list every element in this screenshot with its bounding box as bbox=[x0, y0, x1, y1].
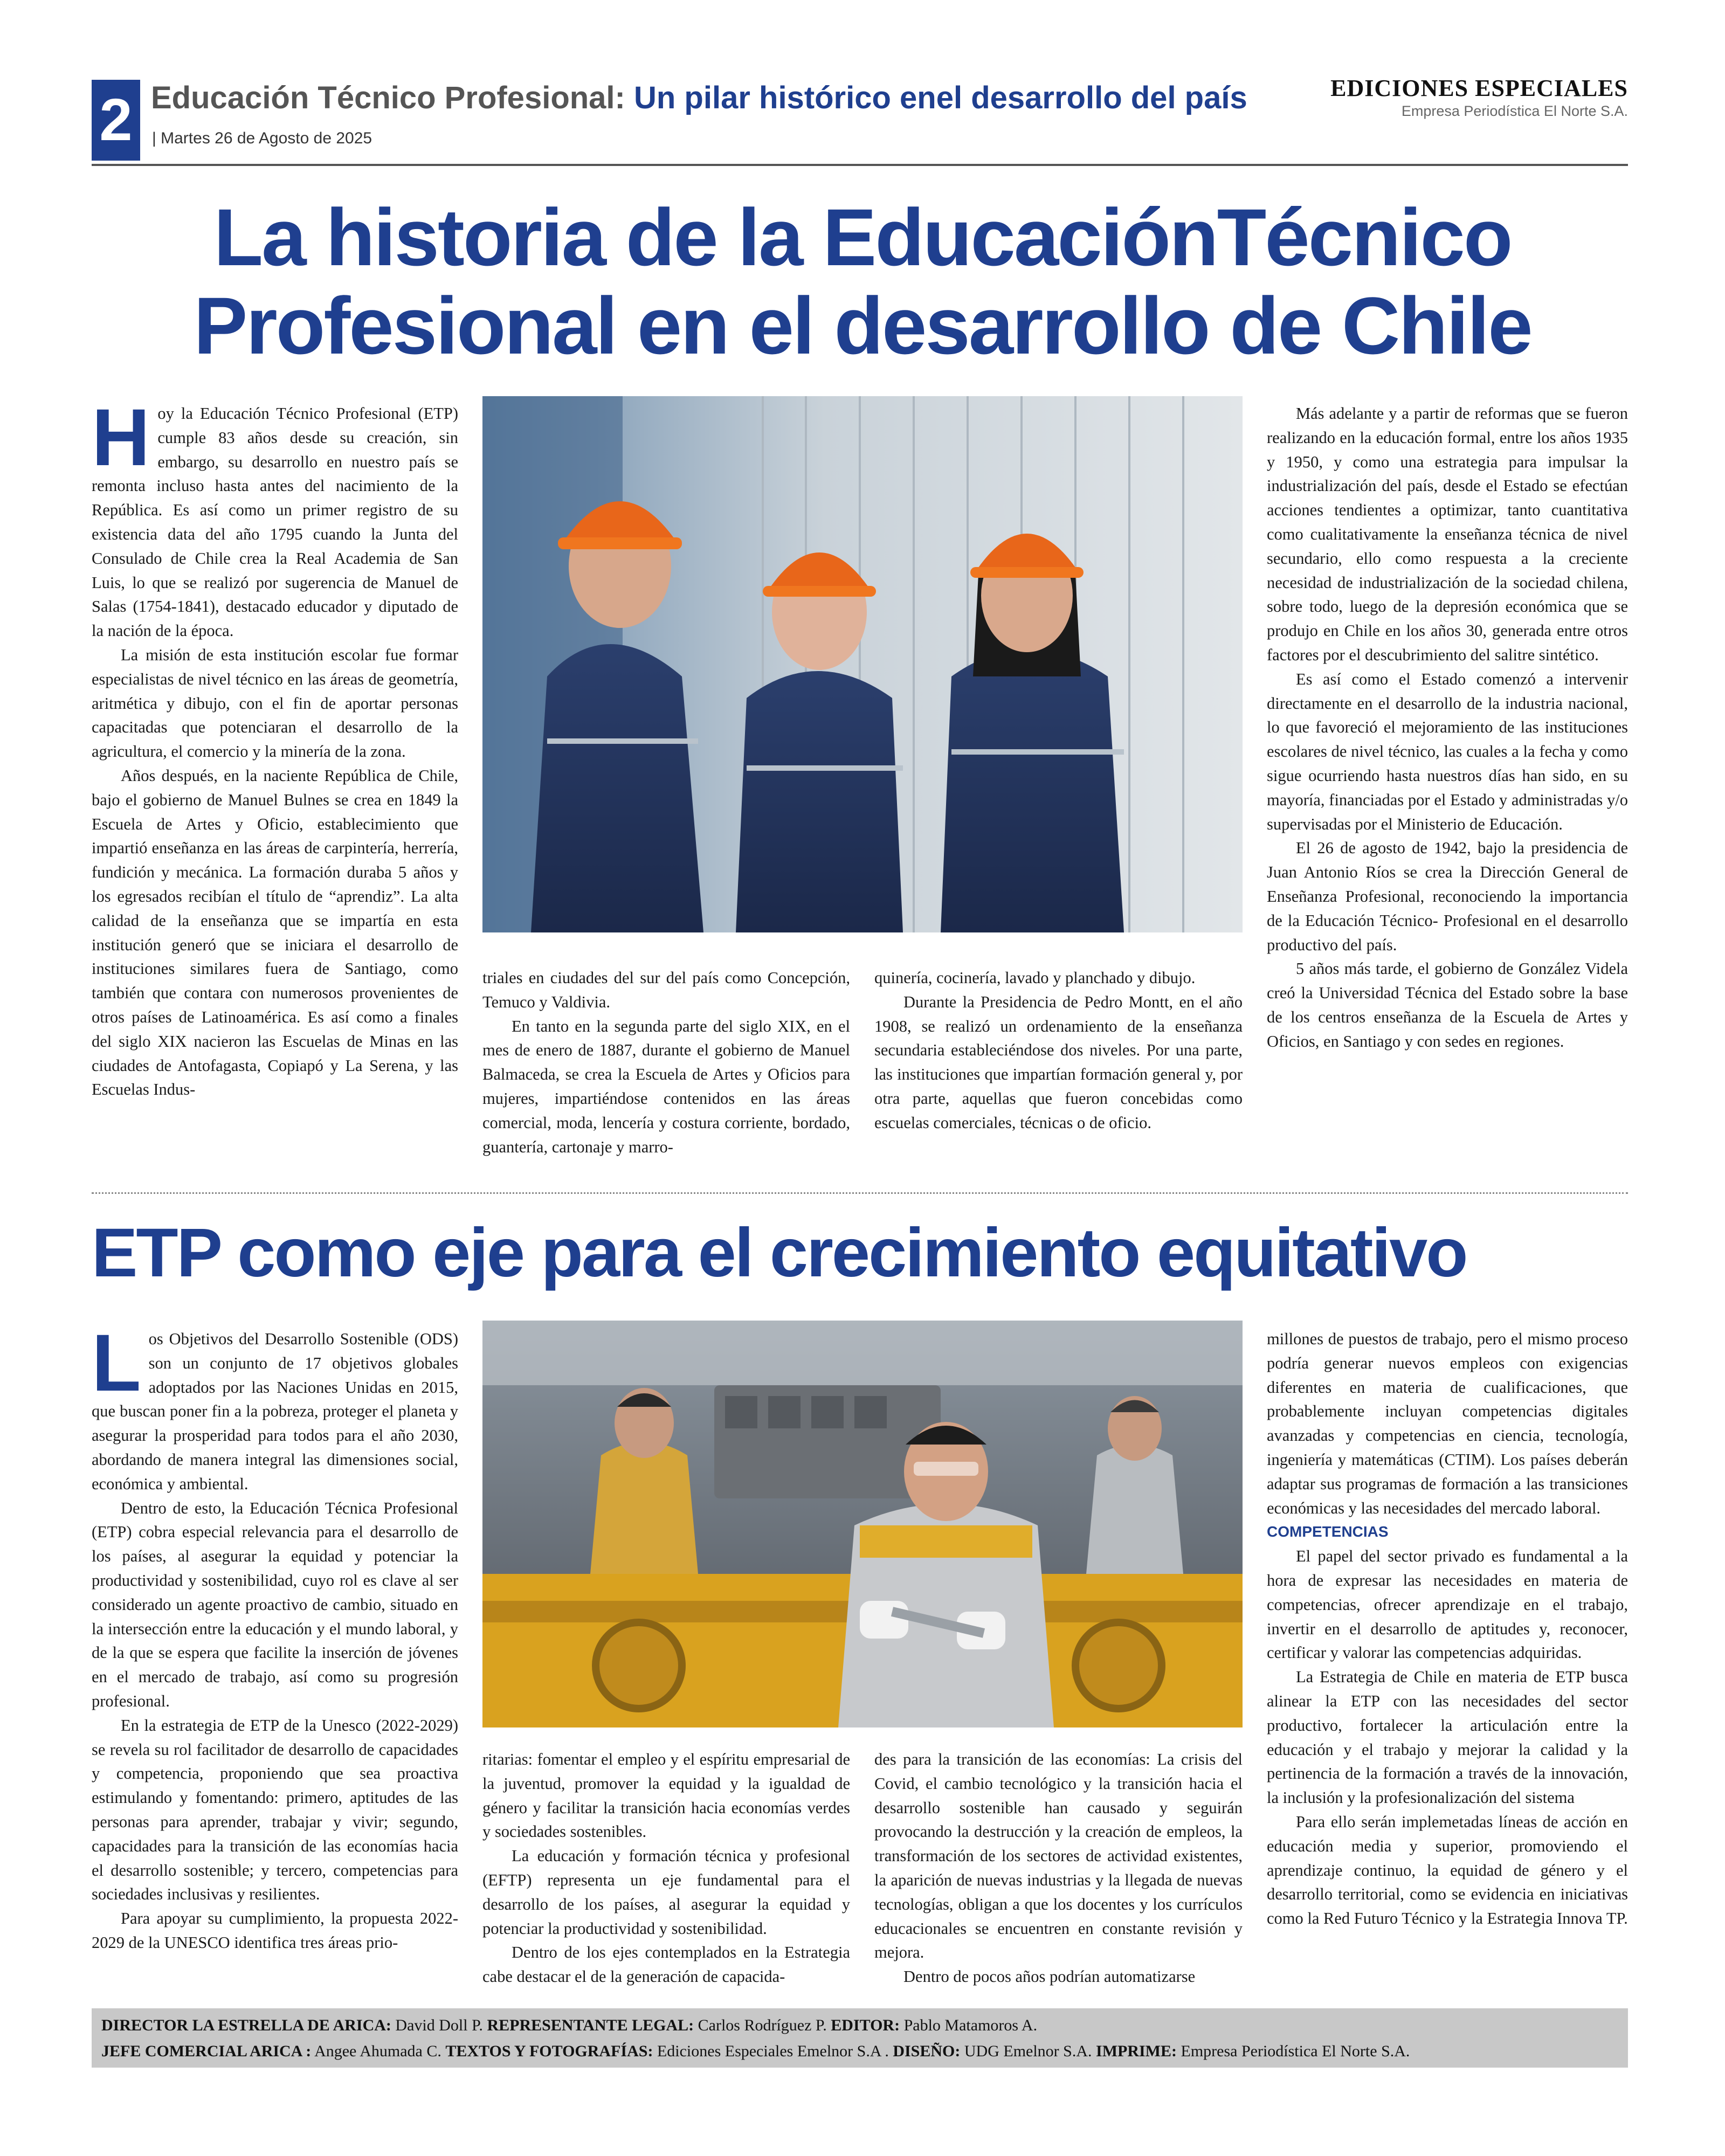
paragraph: Es así como el Estado comenzó a intervenir directamente en el desarrollo de la industria nacional, lo que favoreció el mejoramiento de las instituciones escolares de nivel técnico, las cuales a la fecha y como sigue ocurriendo hasta nuestros días han sido, en su mayoría, financiadas por el Estado y administradas y/o supervisadas por el Ministerio de Educación. bbox=[1267, 669, 1628, 833]
paragraph: La educación y formación técnica y profesional (EFTP) representa un eje fundamental para el desarrollo de los países, al asegurar la equidad y potenciar la productividad y sostenibilidad. bbox=[482, 1847, 850, 1938]
paragraph: Durante la Presidencia de Pedro Montt, en el año 1908, se realizó un ordenamiento de la enseñanza secundaria estableciéndose dos niveles. Por una parte, las instituciones que impartían formación general y, por otra parte, aquellas que fueron concebidas como escuelas comerciales, técnicas o de oficio. bbox=[874, 992, 1243, 1132]
paragraph: oy la Educación Técnico Profesional (ETP) cumple 83 años desde su creación, sin embargo, su desarrollo en nuestro país se remonta incluso hasta antes del nacimiento de la República. Es así como un primer registro de su existencia data del año 1795 cuando la Junta del Consulado de Chile crea la Real Academia de San Luis, lo que se realizó por sugerencia de Manuel de Salas (1754-1841), destacado educador y diputado de la nación de la época. bbox=[92, 404, 458, 640]
article2-headline: ETP como eje para el crecimiento equitativo bbox=[92, 1214, 1467, 1291]
credit-value: Ediciones Especiales Emelnor S.A . bbox=[657, 2042, 889, 2060]
credit-value: UDG Emelnor S.A. bbox=[964, 2042, 1092, 2060]
credit-label: TEXTOS Y FOTOGRAFÍAS: bbox=[445, 2042, 653, 2060]
paragraph: La misión de esta institución escolar fue formar especialistas de nivel técnico en las áreas de geometría, aritmética y dibujo, con el fin de aportar personas capacitadas que potenciaran el desarrollo de la agricultura, el comercio y la minería de la zona. bbox=[92, 645, 458, 761]
paragraph: Más adelante y a partir de reformas que se fueron realizando en la educación formal, entre los años 1935 y 1950, y como una estrategia para impulsar la industrialización del país, desde el Estado se efectúan acciones tendientes a optimizar, tanto cuantitativa como cualitativamente la enseñanza técnica de nivel secundario, ello como respuesta a la creciente necesidad de industrialización de la sociedad chilena, sobre todo, luego de la depresión económica que se produjo en Chile en los años 30, generada entre otros factores por el descubrimiento del salitre sintético. bbox=[1267, 404, 1628, 664]
credit-value: Angee Ahumada C. bbox=[314, 2042, 441, 2060]
paragraph: Para apoyar su cumplimiento, la propuesta 2022-2029 de la UNESCO identifica tres áreas prio- bbox=[92, 1909, 458, 1952]
credit-value: Pablo Matamoros A. bbox=[903, 2016, 1038, 2034]
article2-column-1 bbox=[92, 1317, 458, 1955]
section-title: Un pilar histórico enel desarrollo del país bbox=[633, 80, 1247, 115]
paragraph: quinería, cocinería, lavado y planchado y dibujo. bbox=[874, 969, 1196, 987]
publisher-name: Empresa Periodística El Norte S.A. bbox=[1401, 103, 1628, 119]
paragraph: El 26 de agosto de 1942, bajo la presidencia de Juan Antonio Ríos se crea la Dirección General de Enseñanza Profesional, reconociendo la importancia de la Educación Técnico- Profesional en el desarrollo productivo del país. bbox=[1267, 839, 1628, 954]
paragraph: Dentro de los ejes contemplados en la Estrategia cabe destacar el de la generación de capacida- bbox=[482, 1943, 850, 1986]
paragraph: os Objetivos del Desarrollo Sostenible (ODS) son un conjunto de 17 objetivos globales adoptados por las Naciones Unidas en 2015, que buscan poner fin a la pobreza, proteger el planeta y asegurar la prosperidad para todos para el año 2030, abordando de manera integral las dimensiones social, económica y ambiental. bbox=[92, 1330, 458, 1493]
credit-label: JEFE COMERCIAL ARICA : bbox=[101, 2042, 312, 2060]
credit-label: IMPRIME: bbox=[1096, 2042, 1177, 2060]
article1-headline-line1: La historia de la EducaciónTécnico bbox=[213, 192, 1512, 282]
article1-headline-line2: Profesional en el desarrollo de Chile bbox=[194, 280, 1531, 371]
paragraph: Dentro de pocos años podrían automatizarse bbox=[903, 1967, 1196, 1986]
paragraph: El papel del sector privado es fundamental a la hora de expresar las necesidades en materia de competencias, ofrecer aprendizaje en el trabajo, invertir en el desarrollo de aptitudes y, reconocer, certificar y valorar las competencias adquiridas. bbox=[1267, 1547, 1628, 1662]
competencias-subhead: COMPETENCIAS bbox=[1267, 1523, 1389, 1540]
credits-line-1 bbox=[101, 2013, 1618, 2038]
workshop-mechanics-photo bbox=[482, 1321, 1243, 1727]
article1-headline bbox=[92, 193, 1633, 370]
section-header bbox=[151, 80, 1247, 116]
paragraph: Dentro de esto, la Educación Técnica Profesional (ETP) cobra especial relevancia para el desarrollo de los países, al asegurar la equidad y potenciar la productividad y sostenibilidad, cuyo rol es clave al ser considerado un agente proactivo de cambio, situado en la intersección entre la educación y el mundo laboral, y de la que se espera que facilite la inserción de jóvenes en el mercado de trabajo, así como su progresión profesional. bbox=[92, 1498, 458, 1710]
section-name: Educación Técnico Profesional: bbox=[151, 80, 625, 115]
article1-column-4 bbox=[1267, 402, 1628, 1054]
paragraph: La Estrategia de Chile en materia de ETP busca alinear la ETP con las necesidades del sector productivo, fortalecer la articulación entre la educación y el trabajo y mejorar la calidad y la pertinencia de la formación a través de la innovación, la inclusión y la profesionalización del sistema bbox=[1267, 1668, 1628, 1807]
paragraph: triales en ciudades del sur del país como Concepción, Temuco y Valdivia. bbox=[482, 969, 850, 1011]
issue-date: | Martes 26 de Agosto de 2025 bbox=[152, 129, 372, 147]
article1-column-3 bbox=[874, 966, 1243, 1135]
article2-column-2 bbox=[482, 1747, 850, 1989]
article2-column-4 bbox=[1267, 1327, 1628, 1931]
credit-label: DISEÑO: bbox=[893, 2042, 961, 2060]
credit-label: REPRESENTANTE LEGAL: bbox=[487, 2016, 694, 2034]
article1-column-1 bbox=[92, 392, 458, 1102]
credit-label: DIRECTOR LA ESTRELLA DE ARICA: bbox=[101, 2016, 391, 2034]
article2-dropcap: L bbox=[92, 1317, 141, 1408]
paragraph: Para ello serán implemetadas líneas de acción en educación media y superior, promoviendo el aprendizaje continuo, la equidad de género y el desarrollo territorial, como se evidencia en iniciativas como la Red Futuro Técnico y la Estrategia Innova TP. bbox=[1267, 1812, 1628, 1928]
credit-value: Carlos Rodríguez P. bbox=[698, 2016, 827, 2034]
credit-value: David Doll P. bbox=[395, 2016, 483, 2034]
paragraph: En la estrategia de ETP de la Unesco (2022-2029) se revela su rol facilitador de desarrollo de capacidades y competencia, proponiendo que sea proactiva estimulando y fomentando: primero, aptitudes de las personas para aprender, trabajar y vivir; segundo, capacidades para la transición de las economías hacia el desarrollo sostenible; y tercero, competencias para sociedades inclusivas y resilientes. bbox=[92, 1716, 458, 1904]
paragraph: 5 años más tarde, el gobierno de González Videla creó la Universidad Técnica del Estado sobre la base de los centros enseñanza de la Escuela de Artes y Oficios, en Santiago y con sedes en regiones. bbox=[1267, 959, 1628, 1051]
brand-block bbox=[1330, 74, 1628, 120]
article1-dropcap: H bbox=[92, 392, 150, 482]
paragraph: Años después, en la naciente República de Chile, bajo el gobierno de Manuel Bulnes se crea en 1849 la Escuela de Artes y Oficio, establecimiento que impartió enseñanza en las áreas de carpintería, herrería, fundición y mecánica. La formación duraba 5 años y los egresados recibían el título de “aprendiz”. La alta calidad de la enseñanza que se impartía en esta institución generó que se iniciara el desarrollo de instituciones similares fuera de Santiago, como también que contara con numerosos provenientes de otros países de Latinoamérica. Es así como a finales del siglo XIX nacieron las Escuelas de Minas en las ciudades de Antofagasta, Copiapó y La Serena, y las Escuelas Indus- bbox=[92, 766, 458, 1099]
article1-column-2 bbox=[482, 966, 850, 1159]
paragraph: millones de puestos de trabajo, pero el mismo proceso podría generar nuevos empleos con exigencias diferentes en materia de cualificaciones, que probablemente incluyan competencias digitales avanzadas y competencias en ciencia, tecnología, ingeniería y matemáticas (CTIM). Los países deberán adaptar sus programas de formación a las transiciones económicas y las necesidades del mercado laboral. bbox=[1267, 1330, 1628, 1517]
brand-name: EDICIONES ESPECIALES bbox=[1330, 75, 1628, 101]
article-separator bbox=[92, 1192, 1628, 1194]
credit-label: EDITOR: bbox=[831, 2016, 900, 2034]
credits-line-2 bbox=[101, 2038, 1618, 2064]
paragraph: des para la transición de las economías: La crisis del Covid, el cambio tecnológico y la transición hacia el desarrollo sostenible han causado y seguirán provocando la destrucción y la creación de empleos, la transformación de los sectores de actividad existentes, la aparición de nuevas industrias y la llegada de nuevas tecnologías, obligan a que los docentes y los currículos educacionales se encuentren en constante revisión y mejora. bbox=[874, 1750, 1243, 1962]
students-hardhats-photo bbox=[482, 396, 1243, 932]
paragraph: En tanto en la segunda parte del siglo XIX, en el mes de enero de 1887, durante el gobierno de Manuel Balmaceda, se crea la Escuela de Artes y Oficios para mujeres, impartiéndose contenidos en las áreas comercial, moda, lencería y costura corriente, bordado, guantería, cartonaje y marro- bbox=[482, 1017, 850, 1156]
article2-column-3 bbox=[874, 1747, 1243, 1989]
header-rule bbox=[92, 164, 1628, 166]
credit-value: Empresa Periodística El Norte S.A. bbox=[1181, 2042, 1410, 2060]
paragraph: ritarias: fomentar el empleo y el espíritu empresarial de la juventud, promover la equidad y la igualdad de género y facilitar la transición hacia economías verdes y sociedades sostenibles. bbox=[482, 1750, 850, 1841]
credits-box bbox=[92, 2008, 1628, 2068]
page-number: 2 bbox=[92, 80, 140, 161]
